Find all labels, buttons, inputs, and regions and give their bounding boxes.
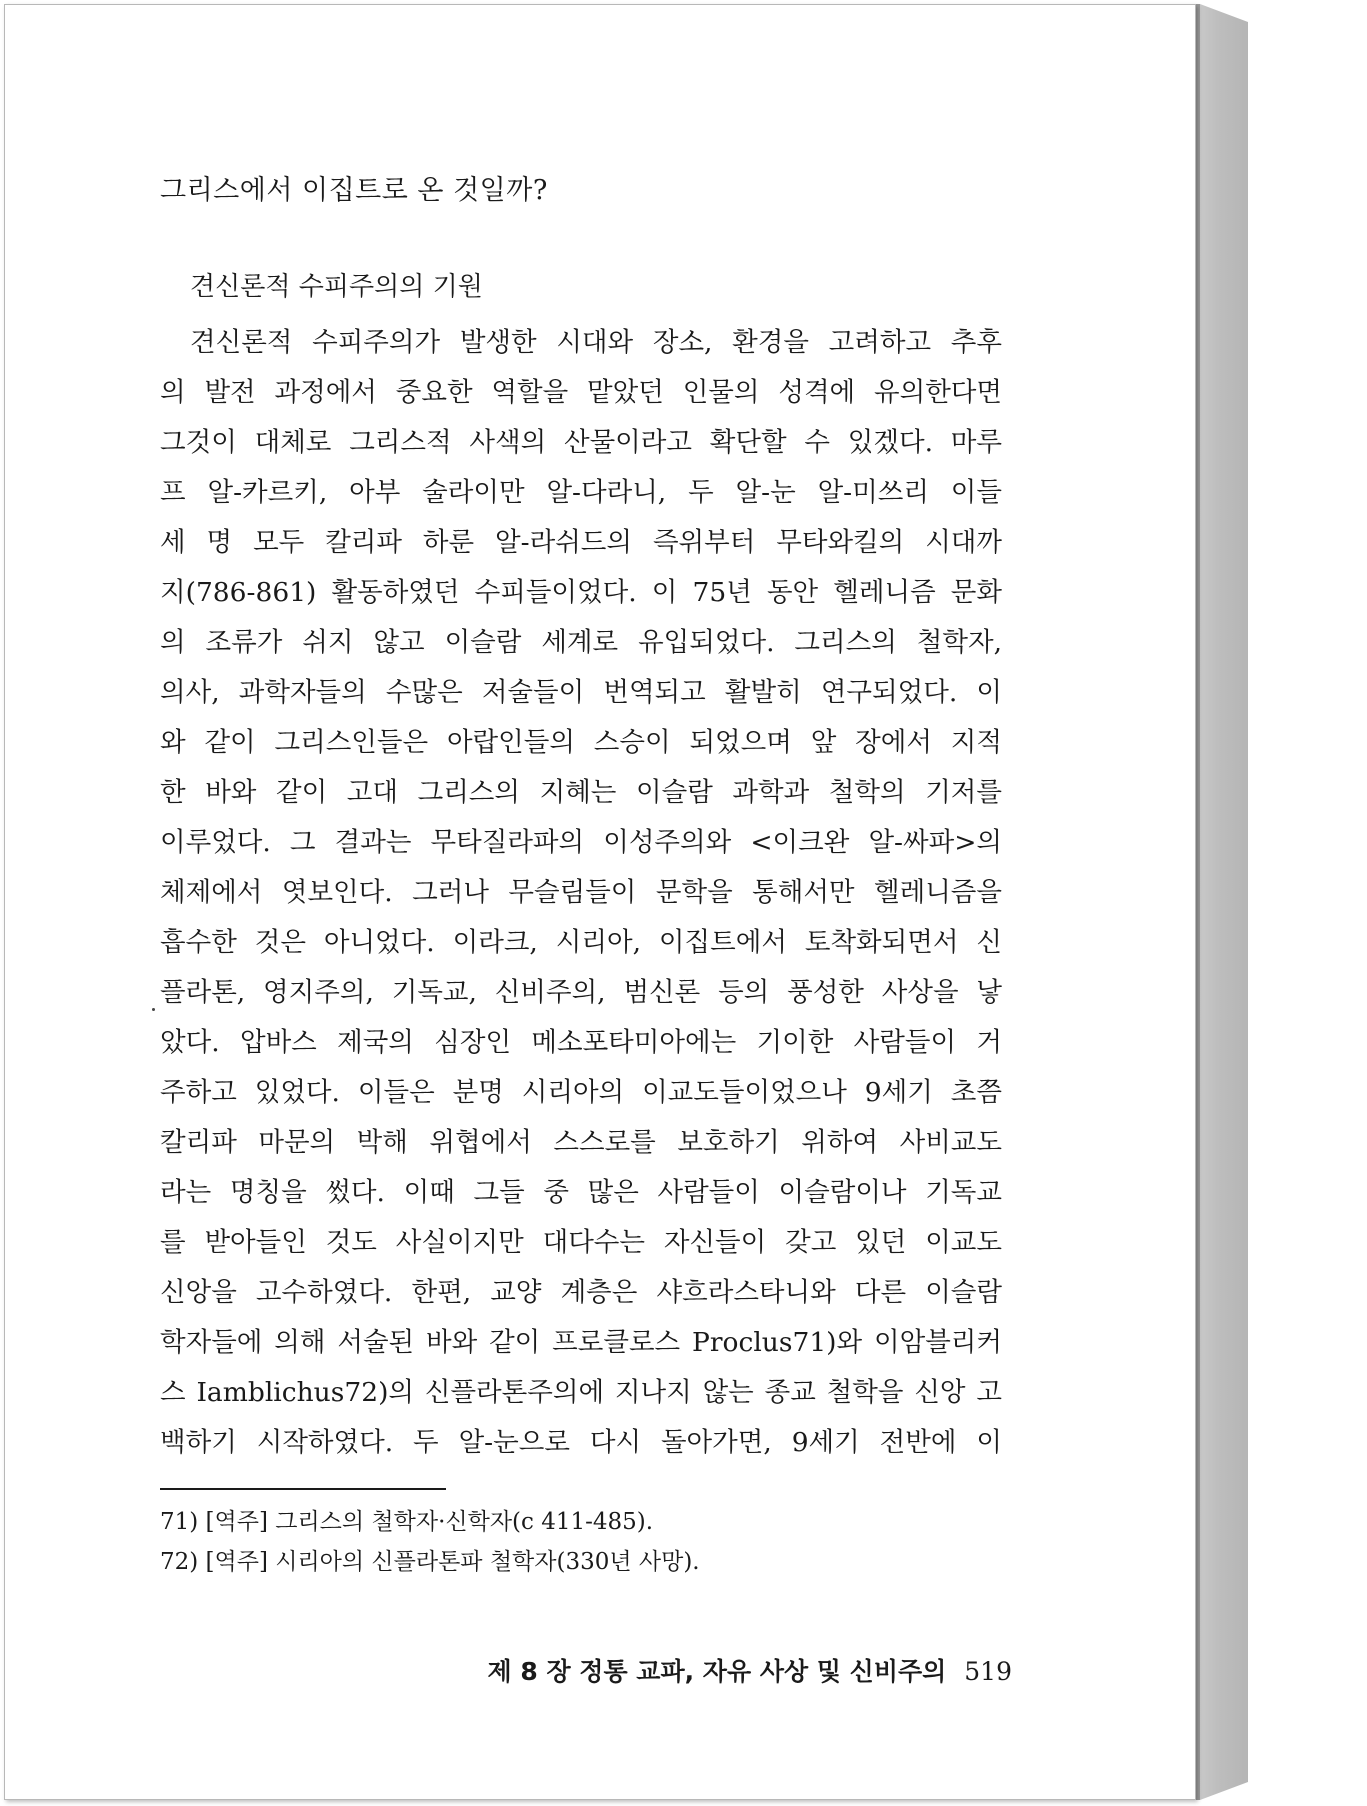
paragraph-line: 백하기 시작하였다. 두 알-눈으로 다시 돌아가면, 9세기 전반에 이 [160, 1427, 1002, 1458]
paragraph-line: 지(786-861) 활동하였던 수피들이었다. 이 75년 동안 헬레니즘 문화 [160, 577, 1002, 608]
paragraph-line: 의사, 과학자들의 수많은 저술들이 번역되고 활발히 연구되었다. 이 [160, 677, 1002, 708]
paragraph-line: 의 발전 과정에서 중요한 역할을 맡았던 인물의 성격에 유의한다면 [160, 377, 1002, 408]
paragraph-line: 플라톤, 영지주의, 기독교, 신비주의, 범신론 등의 풍성한 사상을 낳 [160, 977, 1002, 1008]
paragraph-line: 프 알-카르키, 아부 술라이만 알-다라니, 두 알-눈 알-미쓰리 이들 [160, 477, 1002, 508]
paragraph-line: 학자들에 의해 서술된 바와 같이 프로클로스 Proclus71)와 이암블리커 [160, 1327, 1002, 1358]
footnotes [160, 1502, 860, 1582]
footnote-72: 72) [역주] 시리아의 신플라톤파 철학자(330년 사망). [160, 1549, 700, 1575]
paragraph-line: 주하고 있었다. 이들은 분명 시리아의 이교도들이었으나 9세기 초쯤 [160, 1077, 1002, 1108]
footnote-rule [160, 1488, 446, 1490]
paragraph-line: 흡수한 것은 아니었다. 이라크, 시리아, 이집트에서 토착화되면서 신 [160, 927, 1002, 958]
paragraph-line: 와 같이 그리스인들은 아랍인들의 스승이 되었으며 앞 장에서 지적 [160, 727, 1002, 758]
paragraph-line: 체제에서 엿보인다. 그러나 무슬림들이 문학을 통해서만 헬레니즘을 [160, 877, 1002, 908]
paragraph-line: 이루었다. 그 결과는 무타질라파의 이성주의와 <이크완 알-싸파>의 [160, 827, 1002, 858]
scan-speck [152, 1008, 155, 1011]
paragraph-line: 그것이 대체로 그리스적 사색의 산물이라고 확단할 수 있겠다. 마루 [160, 427, 1002, 458]
paragraph-line: 았다. 압바스 제국의 심장인 메소포타미아에는 기이한 사람들이 거 [160, 1027, 1002, 1058]
chapter-title: 제 8 장 정통 교파, 자유 사상 및 신비주의 [487, 1657, 947, 1686]
paragraph-line: 를 받아들인 것도 사실이지만 대다수는 자신들이 갖고 있던 이교도 [160, 1227, 1002, 1258]
paragraph-line: 세 명 모두 칼리파 하룬 알-라쉬드의 즉위부터 무타와킬의 시대까 [160, 527, 1002, 558]
page-stack-edge-line [1196, 4, 1200, 1800]
paragraph-line: 칼리파 마문의 박해 위협에서 스스로를 보호하기 위하여 사비교도 [160, 1127, 1002, 1158]
body-paragraph [160, 318, 1002, 1468]
page-stack-edge [1200, 4, 1248, 1800]
paragraph-line: 견신론적 수피주의가 발생한 시대와 장소, 환경을 고려하고 추후 [190, 327, 1002, 358]
paragraph-line: 스 Iamblichus72)의 신플라톤주의에 지나지 않는 종교 철학을 신앙 고 [160, 1377, 1002, 1408]
running-footer [472, 1652, 1012, 1688]
paragraph-line: 의 조류가 쉬지 않고 이슬람 세계로 유입되었다. 그리스의 철학자, [160, 627, 1002, 658]
paragraph-line: 신앙을 고수하였다. 한편, 교양 계층은 샤흐라스타니와 다른 이슬람 [160, 1277, 1002, 1308]
page-number: 519 [964, 1657, 1012, 1686]
section-title: 견신론적 수피주의의 기원 [190, 272, 483, 302]
paragraph-line: 한 바와 같이 고대 그리스의 지혜는 이슬람 과학과 철학의 기저를 [160, 777, 1002, 808]
footnote-71: 71) [역주] 그리스의 철학자·신학자(c 411-485). [160, 1509, 654, 1535]
paragraph-line: 라는 명칭을 썼다. 이때 그들 중 많은 사람들이 이슬람이나 기독교 [160, 1177, 1002, 1208]
page-heading-line: 그리스에서 이집트로 온 것일까? [160, 175, 548, 206]
